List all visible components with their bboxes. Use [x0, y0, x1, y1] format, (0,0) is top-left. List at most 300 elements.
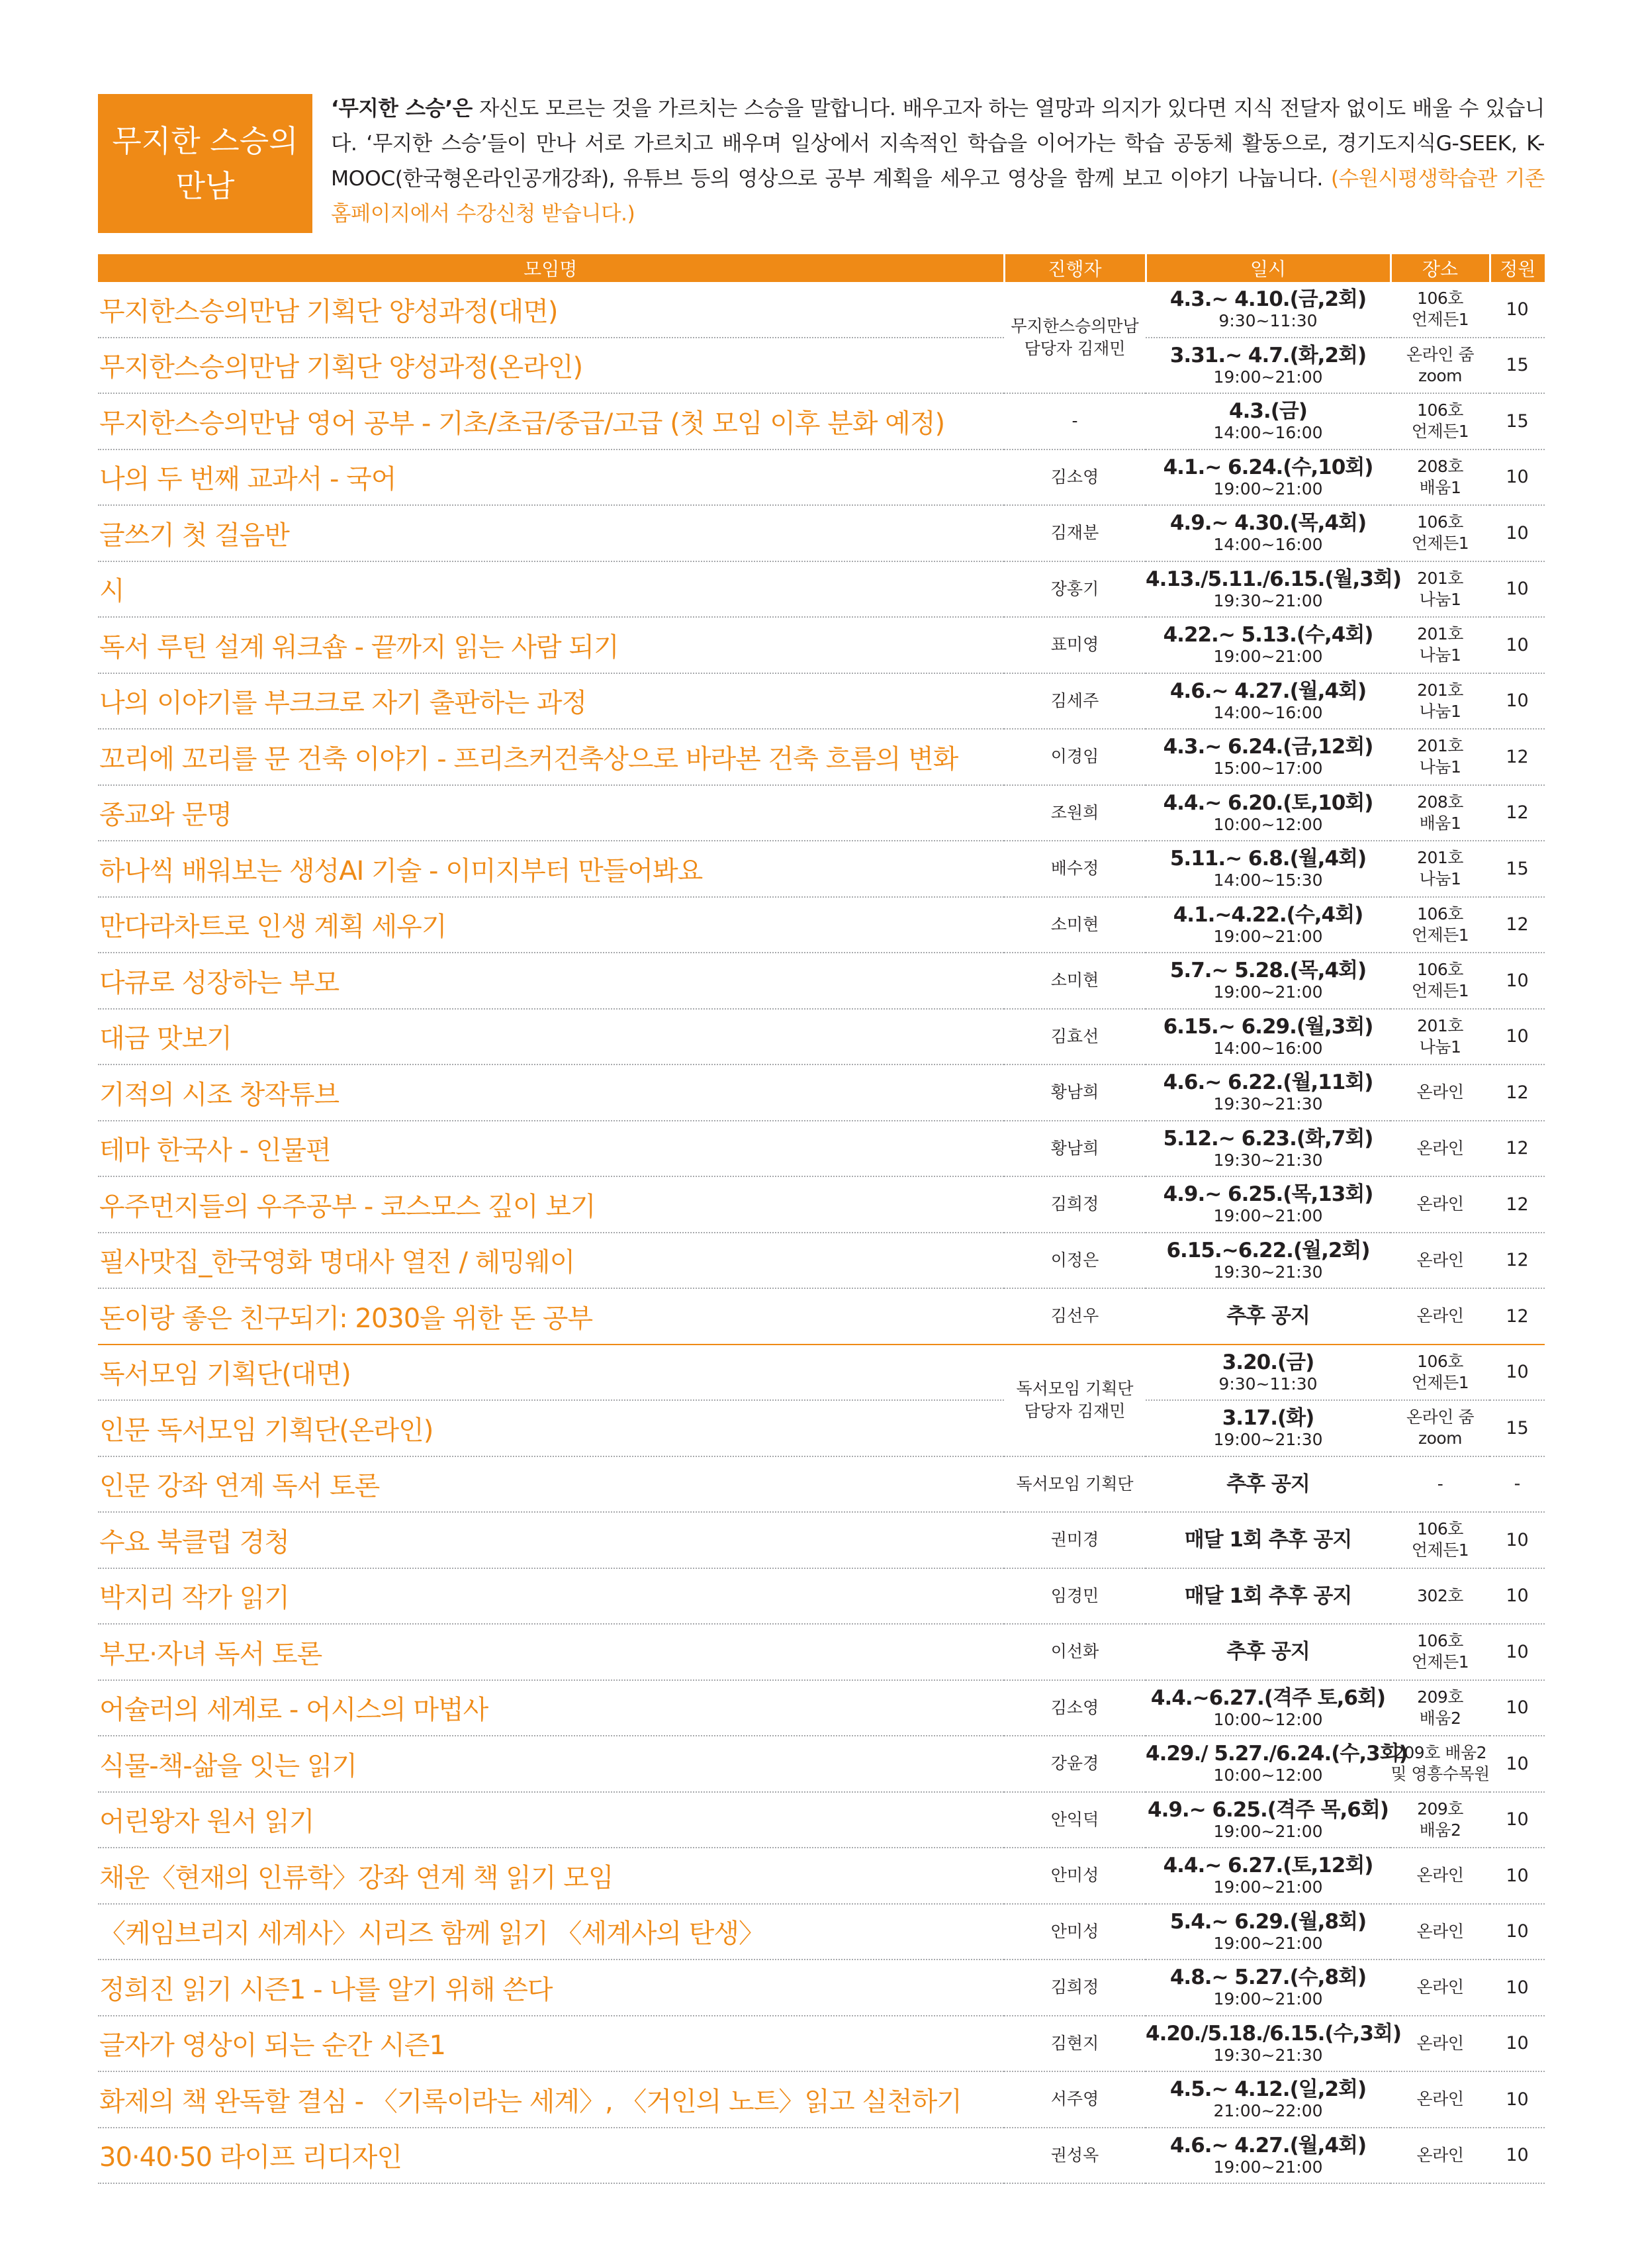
program-capacity: 12: [1490, 1121, 1545, 1177]
column-header-capacity: 정원: [1490, 254, 1545, 282]
program-host: [1004, 2071, 1146, 2128]
intro-section: [98, 94, 1545, 233]
intro-body: 자신도 모르는 것을 가르치는 스승을 말합니다. 배우고자 하는 열망과 의지가 있다면 지식 전달자 없이도 배울 수 있습니다. ‘무지한 스승’들이 만나 서로 가르치고 배우며 일상에서 지속적인 학습을 이어가는 학습 공동체 활동으로, 경기도지식G-SEEK, K-MOOC(한국형온라인공개강좌), 유튜브 등의 영상으로 공부 계획을 세우고 영상을 함께 보고 이야기 나눕니다.: [331, 97, 1545, 191]
program-schedule: [1146, 2071, 1391, 2128]
program-host: [1004, 729, 1146, 785]
program-name: 무지한스승의만남 기획단 양성과정(온라인): [98, 338, 1004, 394]
program-host: [1004, 393, 1146, 449]
schedule-time: 19:00~21:30: [1213, 1430, 1323, 1450]
schedule-time: 14:00~16:00: [1213, 535, 1323, 555]
program-room: [1391, 841, 1490, 897]
program-host: [1004, 282, 1146, 393]
table-row: [98, 729, 1545, 785]
schedule-dates: 매달 1회 추후 공지: [1184, 1583, 1352, 1608]
table-header-row: [98, 254, 1545, 282]
program-name: 무지한스승의만남 영어 공부 - 기초/초급/중급/고급 (첫 모임 이후 분화 예정): [98, 393, 1004, 449]
schedule-dates: 5.4.~ 6.29.(월,8회): [1169, 1909, 1367, 1934]
program-schedule: [1146, 1456, 1391, 1513]
schedule-dates: 4.4.~ 6.20.(토,10회): [1163, 790, 1373, 815]
program-host: [1004, 505, 1146, 561]
room-text: 온라인: [1416, 2033, 1464, 2053]
schedule-dates: 4.5.~ 4.12.(일,2회): [1169, 2077, 1367, 2102]
host-text: 김세주: [1050, 690, 1099, 710]
program-name: 나의 두 번째 교과서 - 국어: [98, 449, 1004, 506]
program-name: 다큐로 성장하는 부모: [98, 953, 1004, 1009]
column-header-name: 모임명: [98, 254, 1004, 282]
host-text: 표미영: [1050, 635, 1099, 655]
host-text: 안미성: [1050, 1866, 1099, 1885]
program-schedule: [1146, 1233, 1391, 1289]
program-room: [1391, 2071, 1490, 2128]
program-room: [1391, 1233, 1490, 1289]
host-text: 안익덕: [1050, 1809, 1099, 1829]
schedule-dates: 4.4.~ 6.27.(토,12회): [1163, 1854, 1373, 1878]
program-name: 인문 강좌 연계 독서 토론: [98, 1456, 1004, 1513]
program-capacity: 10: [1490, 505, 1545, 561]
program-capacity: 12: [1490, 1233, 1545, 1289]
program-room: [1391, 1680, 1490, 1736]
host-text: -: [1072, 411, 1078, 431]
schedule-dates: 4.9.~ 6.25.(격주 목,6회): [1148, 1797, 1389, 1822]
schedule-dates: 5.11.~ 6.8.(월,4회): [1169, 847, 1367, 871]
host-text: 권성옥: [1050, 2145, 1099, 2165]
program-capacity: 10: [1490, 953, 1545, 1009]
program-room: [1391, 1064, 1490, 1121]
program-host: [1004, 673, 1146, 730]
table-row: [98, 1904, 1545, 1960]
room-text: 온라인: [1416, 1082, 1464, 1102]
program-schedule: [1146, 1009, 1391, 1065]
program-schedule: [1146, 2128, 1391, 2184]
program-host: [1004, 1736, 1146, 1792]
host-text: 안미성: [1050, 1921, 1099, 1941]
program-schedule: [1146, 449, 1391, 506]
host-text: 무지한스승의만남 담당자 김재민: [1011, 316, 1139, 358]
program-schedule: [1146, 1568, 1391, 1625]
room-text: 온라인: [1416, 1977, 1464, 1997]
column-header-date: 일시: [1146, 254, 1391, 282]
schedule-time: 14:00~16:00: [1213, 1038, 1323, 1058]
program-host: [1004, 1176, 1146, 1233]
table-row: [98, 953, 1545, 1009]
program-name: 정희진 읽기 시즌1 - 나를 알기 위해 쓴다: [98, 1960, 1004, 2016]
room-text: 온라인: [1416, 1250, 1464, 1270]
schedule-time: 19:30~21:30: [1213, 1094, 1323, 1114]
program-capacity: 15: [1490, 1400, 1545, 1456]
room-text: 201호 나눔1: [1417, 848, 1463, 889]
table-row: [98, 282, 1545, 338]
schedule-time: 19:00~21:00: [1213, 926, 1323, 946]
program-capacity: 12: [1490, 1064, 1545, 1121]
table-row: [98, 897, 1545, 953]
program-name: 어슐러의 세계로 - 어시스의 마법사: [98, 1680, 1004, 1736]
program-schedule: [1146, 1960, 1391, 2016]
program-name: 어린왕자 원서 읽기: [98, 1792, 1004, 1848]
schedule-time: 10:00~12:00: [1213, 1766, 1323, 1785]
table-row: [98, 449, 1545, 506]
program-schedule: [1146, 729, 1391, 785]
table-row: [98, 1400, 1545, 1456]
program-name: 하나씩 배워보는 생성AI 기술 - 이미지부터 만들어봐요: [98, 841, 1004, 897]
host-text: 김희정: [1050, 1977, 1099, 1997]
program-room: [1391, 1568, 1490, 1625]
program-schedule: [1146, 1792, 1391, 1848]
table-row: [98, 1512, 1545, 1568]
table-row: [98, 841, 1545, 897]
schedule-dates: 3.17.(화): [1222, 1406, 1314, 1431]
program-schedule: [1146, 953, 1391, 1009]
schedule-time: 19:00~21:00: [1213, 982, 1323, 1002]
table-row: [98, 393, 1545, 449]
program-capacity: 15: [1490, 841, 1545, 897]
program-name: 글자가 영상이 되는 순간 시즌1: [98, 2016, 1004, 2072]
host-text: 김효선: [1050, 1026, 1099, 1046]
schedule-dates: 4.9.~ 6.25.(목,13회): [1163, 1182, 1373, 1207]
program-room: [1391, 1345, 1490, 1401]
program-capacity: 10: [1490, 1736, 1545, 1792]
schedule-time: 15:00~17:00: [1213, 759, 1323, 779]
program-name: 나의 이야기를 부크크로 자기 출판하는 과정: [98, 673, 1004, 730]
host-text: 김현지: [1050, 2033, 1099, 2053]
table-row: [98, 1960, 1545, 2016]
schedule-dates: 4.4.~6.27.(격주 토,6회): [1150, 1685, 1386, 1710]
program-capacity: 10: [1490, 2016, 1545, 2072]
program-capacity: 10: [1490, 1568, 1545, 1625]
program-capacity: 10: [1490, 1792, 1545, 1848]
schedule-time: 10:00~12:00: [1213, 1709, 1323, 1729]
program-name: 식물-책-삶을 잇는 읽기: [98, 1736, 1004, 1792]
room-text: 208호 배움1: [1417, 456, 1463, 497]
program-host: [1004, 953, 1146, 1009]
schedule-dates: 4.6.~ 4.27.(월,4회): [1169, 2133, 1367, 2157]
program-room: [1391, 561, 1490, 618]
program-room: [1391, 1512, 1490, 1568]
table-row: [98, 561, 1545, 618]
intro-registration-note: (수원시평생학습관 기존 홈페이지에서 수강신청 받습니다.): [331, 167, 1545, 226]
program-room: [1391, 1456, 1490, 1513]
room-text: 온라인: [1416, 1138, 1464, 1158]
host-text: 김선우: [1050, 1306, 1099, 1326]
table-row: [98, 1848, 1545, 1904]
table-row: [98, 1736, 1545, 1792]
program-capacity: 12: [1490, 1288, 1545, 1345]
room-text: 106호 언제든1: [1411, 1631, 1469, 1672]
badge-line-1: 무지한 스승의: [112, 123, 298, 159]
room-text: 온라인: [1416, 1866, 1464, 1885]
program-schedule: [1146, 282, 1391, 338]
room-text: 온라인: [1416, 2145, 1464, 2165]
program-title-badge: [98, 94, 312, 233]
program-host: [1004, 841, 1146, 897]
schedule-time: 21:00~22:00: [1213, 2101, 1323, 2121]
host-text: 이선화: [1050, 1642, 1099, 1662]
program-room: [1391, 729, 1490, 785]
schedule-time: 19:30~21:30: [1213, 2045, 1323, 2065]
table-row: [98, 1233, 1545, 1289]
program-schedule: [1146, 338, 1391, 394]
program-capacity: 15: [1490, 338, 1545, 394]
schedule-time: 10:00~12:00: [1213, 814, 1323, 834]
schedule-dates: 4.20./5.18./6.15.(수,3회): [1146, 2021, 1402, 2046]
table-row: [98, 2128, 1545, 2184]
program-table: [98, 254, 1545, 2184]
program-room: [1391, 673, 1490, 730]
schedule-time: 19:00~21:00: [1213, 479, 1323, 498]
schedule-time: 19:30~21:00: [1213, 591, 1323, 610]
schedule-dates: 4.3.(금): [1229, 399, 1307, 424]
schedule-dates: 4.1.~ 6.24.(수,10회): [1163, 455, 1373, 479]
schedule-time: 19:00~21:00: [1213, 1877, 1323, 1897]
room-text: 201호 나눔1: [1417, 736, 1463, 777]
host-text: 조원희: [1050, 802, 1099, 822]
program-host: [1004, 897, 1146, 953]
program-capacity: 10: [1490, 1512, 1545, 1568]
room-text: 302호: [1417, 1585, 1463, 1605]
program-host: [1004, 1064, 1146, 1121]
program-capacity: 12: [1490, 729, 1545, 785]
table-row: [98, 1176, 1545, 1233]
program-schedule: [1146, 1512, 1391, 1568]
room-text: 온라인 줌 zoom: [1406, 1407, 1475, 1448]
program-name: 무지한스승의만남 기획단 양성과정(대면): [98, 282, 1004, 338]
table-row: [98, 1792, 1545, 1848]
schedule-dates: 4.1.~4.22.(수,4회): [1173, 902, 1363, 927]
table-row: [98, 1680, 1545, 1736]
program-room: [1391, 1288, 1490, 1345]
schedule-time: 9:30~11:30: [1218, 1374, 1318, 1394]
program-room: [1391, 2016, 1490, 2072]
schedule-dates: 4.29./ 5.27./6.24.(수,3회): [1146, 1742, 1408, 1766]
program-schedule: [1146, 1904, 1391, 1960]
room-text: 106호 언제든1: [1411, 289, 1469, 330]
table-row: [98, 1345, 1545, 1401]
program-host: [1004, 2016, 1146, 2072]
schedule-time: 19:00~21:00: [1213, 2157, 1323, 2177]
host-text: 서주영: [1050, 2089, 1099, 2109]
program-capacity: 10: [1490, 282, 1545, 338]
program-host: [1004, 617, 1146, 673]
room-text: 106호 언제든1: [1411, 960, 1469, 1001]
program-name: 수요 북클럽 경청: [98, 1512, 1004, 1568]
program-room: [1391, 393, 1490, 449]
program-name: 박지리 작가 읽기: [98, 1568, 1004, 1625]
room-text: 106호 언제든1: [1411, 904, 1469, 945]
room-text: 106호 언제든1: [1411, 1351, 1469, 1392]
table-row: [98, 673, 1545, 730]
table-row: [98, 1456, 1545, 1513]
schedule-time: 19:00~21:00: [1213, 1206, 1323, 1226]
program-capacity: 10: [1490, 673, 1545, 730]
room-text: 201호 나눔1: [1417, 624, 1463, 665]
program-schedule: [1146, 673, 1391, 730]
program-schedule: [1146, 2016, 1402, 2072]
schedule-dates: 4.9.~ 4.30.(목,4회): [1169, 511, 1367, 536]
program-name: 독서모임 기획단(대면): [98, 1345, 1004, 1401]
program-name: 인문 독서모임 기획단(온라인): [98, 1400, 1004, 1456]
program-schedule: [1146, 393, 1391, 449]
host-text: 소미현: [1050, 914, 1099, 934]
schedule-time: 14:00~15:30: [1213, 871, 1323, 890]
program-capacity: 15: [1490, 393, 1545, 449]
program-name: 〈케임브리지 세계사〉시리즈 함께 읽기 〈세계사의 탄생〉: [98, 1904, 1004, 1960]
room-text: 201호 나눔1: [1417, 1016, 1463, 1057]
table-row: [98, 2016, 1545, 2072]
program-room: [1391, 953, 1490, 1009]
intro-paragraph: [331, 91, 1545, 232]
program-room: [1391, 1009, 1490, 1065]
badge-line-2: 만남: [175, 168, 235, 204]
program-capacity: 10: [1490, 1848, 1545, 1904]
schedule-dates: 3.20.(금): [1222, 1350, 1314, 1374]
schedule-dates: 추후 공지: [1226, 1304, 1310, 1329]
program-host: [1004, 1009, 1146, 1065]
program-capacity: 10: [1490, 617, 1545, 673]
program-room: [1391, 505, 1490, 561]
program-capacity: 12: [1490, 785, 1545, 841]
schedule-dates: 6.15.~6.22.(월,2회): [1166, 1238, 1370, 1262]
program-schedule: [1146, 1176, 1391, 1233]
schedule-dates: 6.15.~ 6.29.(월,3회): [1163, 1014, 1373, 1039]
room-text: 209호 배움2 및 영흥수목원: [1391, 1743, 1490, 1784]
host-text: 김재분: [1050, 523, 1099, 543]
host-text: 김소영: [1050, 1697, 1099, 1717]
program-room: [1391, 897, 1490, 953]
host-text: 배수정: [1050, 859, 1099, 878]
schedule-time: 19:00~21:00: [1213, 367, 1323, 387]
schedule-dates: 4.3.~ 4.10.(금,2회): [1169, 287, 1367, 312]
room-text: 106호 언제든1: [1411, 512, 1469, 553]
program-capacity: 10: [1490, 449, 1545, 506]
program-capacity: 10: [1490, 2128, 1545, 2184]
room-text: 201호 나눔1: [1417, 568, 1463, 609]
program-schedule: [1146, 1736, 1408, 1792]
table-row: [98, 1064, 1545, 1121]
schedule-dates: 3.31.~ 4.7.(화,2회): [1169, 343, 1367, 367]
schedule-dates: 추후 공지: [1226, 1472, 1310, 1496]
program-capacity: 10: [1490, 2071, 1545, 2128]
program-schedule: [1146, 785, 1391, 841]
program-schedule: [1146, 1680, 1391, 1736]
room-text: 106호 언제든1: [1411, 401, 1469, 442]
program-schedule: [1146, 1121, 1391, 1177]
program-name: 꼬리에 꼬리를 문 건축 이야기 - 프리츠커건축상으로 바라본 건축 흐름의 변화: [98, 729, 1004, 785]
program-name: 화제의 책 완독할 결심 - 〈기록이라는 세계〉, 〈거인의 노트〉읽고 실천하기: [98, 2071, 1004, 2128]
program-room: [1391, 1176, 1490, 1233]
host-text: 김소영: [1050, 467, 1099, 487]
schedule-dates: 4.6.~ 4.27.(월,4회): [1169, 679, 1367, 703]
program-name: 독서 루틴 설계 워크숍 - 끝까지 읽는 사람 되기: [98, 617, 1004, 673]
program-room: [1391, 785, 1490, 841]
schedule-time: 19:30~21:30: [1213, 1150, 1323, 1170]
program-schedule: [1146, 1624, 1391, 1680]
table-row: [98, 1568, 1545, 1625]
program-capacity: 10: [1490, 1624, 1545, 1680]
room-text: 온라인: [1416, 1921, 1464, 1941]
program-room: [1391, 1400, 1490, 1456]
schedule-time: 19:30~21:30: [1213, 1262, 1323, 1282]
program-room: [1391, 1792, 1490, 1848]
program-schedule: [1146, 1064, 1391, 1121]
room-text: -: [1437, 1474, 1443, 1493]
program-host: [1004, 1904, 1146, 1960]
program-host: [1004, 1960, 1146, 2016]
program-name: 테마 한국사 - 인물편: [98, 1121, 1004, 1177]
program-schedule: [1146, 1400, 1391, 1456]
schedule-dates: 5.7.~ 5.28.(목,4회): [1169, 959, 1367, 983]
program-capacity: 12: [1490, 1176, 1545, 1233]
program-name: 종교와 문명: [98, 785, 1004, 841]
schedule-time: 9:30~11:30: [1218, 311, 1318, 331]
room-text: 209호 배움2: [1417, 1687, 1463, 1728]
program-host: [1004, 561, 1146, 618]
host-text: 김희정: [1050, 1194, 1099, 1214]
program-name: 만다라차트로 인생 계획 세우기: [98, 897, 1004, 953]
program-capacity: 10: [1490, 561, 1545, 618]
program-name: 부모·자녀 독서 토론: [98, 1624, 1004, 1680]
schedule-dates: 매달 1회 추후 공지: [1184, 1528, 1352, 1552]
table-body: [98, 282, 1545, 2183]
program-host: [1004, 1624, 1146, 1680]
table-row: [98, 505, 1545, 561]
program-capacity: 10: [1490, 1960, 1545, 2016]
table-row: [98, 338, 1545, 394]
program-host: [1004, 449, 1146, 506]
program-host: [1004, 1568, 1146, 1625]
program-host: [1004, 1288, 1146, 1345]
schedule-time: 19:00~21:00: [1213, 1821, 1323, 1841]
program-room: [1391, 1624, 1490, 1680]
program-schedule: [1146, 841, 1391, 897]
program-host: [1004, 1233, 1146, 1289]
host-text: 황남희: [1050, 1082, 1099, 1102]
program-room: [1391, 1904, 1490, 1960]
program-name: 30·40·50 라이프 리디자인: [98, 2128, 1004, 2184]
program-host: [1004, 785, 1146, 841]
schedule-dates: 추후 공지: [1226, 1640, 1310, 1664]
program-name: 기적의 시조 창작튜브: [98, 1064, 1004, 1121]
program-schedule: [1146, 1848, 1391, 1904]
program-room: [1391, 2128, 1490, 2184]
program-name: 채운〈현재의 인류학〉강좌 연계 책 읽기 모임: [98, 1848, 1004, 1904]
program-name: 필사맛집_한국영화 명대사 열전 / 헤밍웨이: [98, 1233, 1004, 1289]
table-row: [98, 785, 1545, 841]
program-name: 시: [98, 561, 1004, 618]
program-host: [1004, 1792, 1146, 1848]
program-schedule: [1146, 897, 1391, 953]
intro-bold-term: ‘무지한 스승’은: [331, 97, 473, 120]
program-host: [1004, 1121, 1146, 1177]
program-name: 돈이랑 좋은 친구되기: 2030을 위한 돈 공부: [98, 1288, 1004, 1345]
schedule-time: 19:00~21:00: [1213, 647, 1323, 667]
room-text: 209호 배움2: [1417, 1799, 1463, 1840]
host-text: 장홍기: [1050, 579, 1099, 598]
host-text: 권미경: [1050, 1530, 1099, 1550]
program-name: 우주먼지들의 우주공부 - 코스모스 깊이 보기: [98, 1176, 1004, 1233]
program-name: 글쓰기 첫 걸음반: [98, 505, 1004, 561]
program-host: [1004, 1456, 1146, 1513]
program-capacity: 10: [1490, 1680, 1545, 1736]
program-schedule: [1146, 561, 1402, 618]
schedule-dates: 4.3.~ 6.24.(금,12회): [1163, 735, 1373, 759]
schedule-dates: 4.22.~ 5.13.(수,4회): [1163, 623, 1373, 647]
host-text: 이경임: [1050, 747, 1099, 767]
program-capacity: 10: [1490, 1345, 1545, 1401]
column-header-room: 장소: [1391, 254, 1490, 282]
room-text: 온라인: [1416, 2089, 1464, 2109]
program-room: [1391, 617, 1490, 673]
program-schedule: [1146, 617, 1391, 673]
program-host: [1004, 1345, 1146, 1456]
